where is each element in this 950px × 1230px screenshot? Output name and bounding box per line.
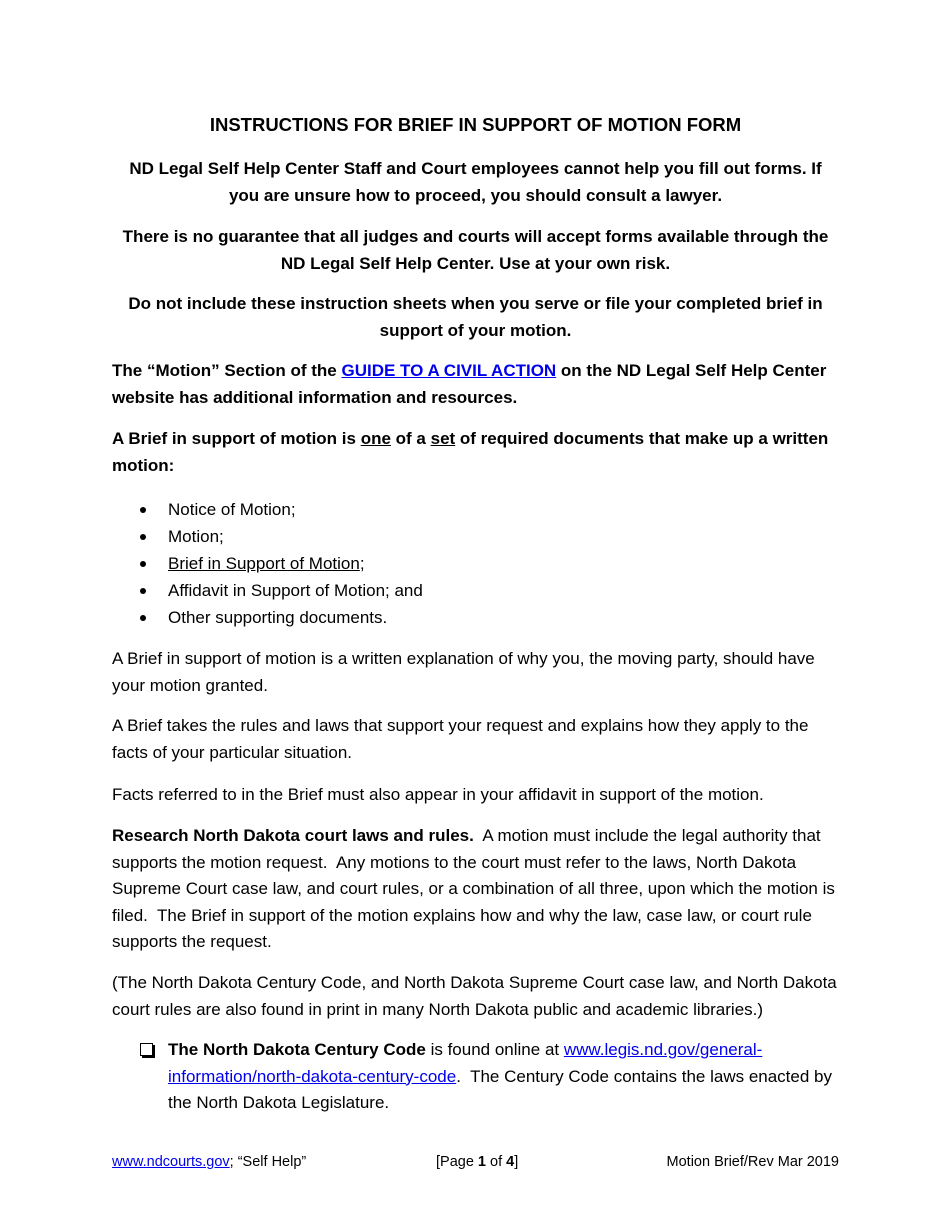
guide-civil-action-link[interactable]: GUIDE TO A CIVIL ACTION [341, 361, 557, 380]
required-documents-list [112, 496, 839, 631]
list-item: Brief in Support of Motion; [112, 550, 839, 577]
page-title: INSTRUCTIONS FOR BRIEF IN SUPPORT OF MOTION FORM [209, 114, 742, 135]
ndcourts-link[interactable]: www.ndcourts.gov [112, 1154, 230, 1170]
guide-text-before: The “Motion” Section of the [112, 361, 342, 380]
bullet-icon [140, 561, 146, 567]
research-paragraph [112, 823, 839, 956]
page-footer: www.ndcourts.gov; “Self Help” [Page 1 of 4] Motion Brief/Rev Mar 2019 [112, 1154, 839, 1170]
research-body: A motion must include the legal authority that supports the motion request. Any motions to the court must refer to the laws, North Dakota Supreme Court case law, and court rules, or a combination of all three, upon which the motion is filed. The Brief in support of the motion explains how and why the law, case law, or court rule supports the request. [112, 826, 840, 951]
guide-text-after: on the ND Legal Self Help Center website has additional information and resources. [112, 361, 827, 407]
revision-label: Motion Brief/Rev Mar 2019 [666, 1154, 839, 1170]
list-item: Motion; [112, 523, 839, 550]
century-code-item: The North Dakota Century Code is found online at www.legis.nd.gov/general-information/north-dakota-century-code. The Century Code contains the laws enacted by the North Dakota Legislature. [140, 1037, 839, 1117]
set-intro-paragraph [112, 426, 839, 479]
warning-staff: ND Legal Self Help Center Staff and Court employees cannot help you fill out forms. If you are unsure how to proceed, you should consult a lawyer. [129, 159, 822, 205]
set-intro-part3: of required documents that make up a written motion: [112, 429, 829, 475]
checkbox-icon [140, 1043, 153, 1056]
set-intro-set: set [430, 429, 456, 448]
century-code-heading: The North Dakota Century Code [168, 1040, 426, 1059]
warning-instruction-sheets: Do not include these instruction sheets when you serve or file your completed brief in support of your motion. [128, 294, 823, 340]
list-item: Notice of Motion; [112, 496, 839, 523]
bullet-icon [140, 534, 146, 540]
century-code-link[interactable]: www.legis.nd.gov/general-information/north-dakota-century-code [168, 1040, 763, 1086]
libraries-paragraph: (The North Dakota Century Code, and North Dakota Supreme Court case law, and North Dakota court rules are also found in print in many North Dakota public and academic libraries.) [112, 973, 837, 1019]
page-number: [Page 1 of 4] [436, 1154, 519, 1170]
set-intro-part1: A Brief in support of motion is [112, 429, 361, 448]
facts-paragraph: Facts referred to in the Brief must also appear in your affidavit in support of the motion. [112, 785, 764, 804]
bullet-icon [140, 507, 146, 513]
set-intro-one: one [360, 429, 391, 448]
research-heading: Research North Dakota court laws and rules. [112, 826, 474, 845]
warning-guarantee: There is no guarantee that all judges and courts will accept forms available through the ND Legal Self Help Center. Use at your own risk. [122, 227, 829, 273]
bullet-icon [140, 615, 146, 621]
list-item: Affidavit in Support of Motion; and [112, 577, 839, 604]
set-intro-part2: of a [390, 429, 431, 448]
bullet-icon [140, 588, 146, 594]
list-item: Other supporting documents. [112, 604, 839, 631]
guide-paragraph [112, 358, 839, 411]
brief-rules-paragraph: A Brief takes the rules and laws that support your request and explains how they apply to the facts of your particular situation. [112, 716, 809, 762]
brief-explanation-paragraph: A Brief in support of motion is a written explanation of why you, the moving party, should have your motion granted. [112, 649, 815, 695]
